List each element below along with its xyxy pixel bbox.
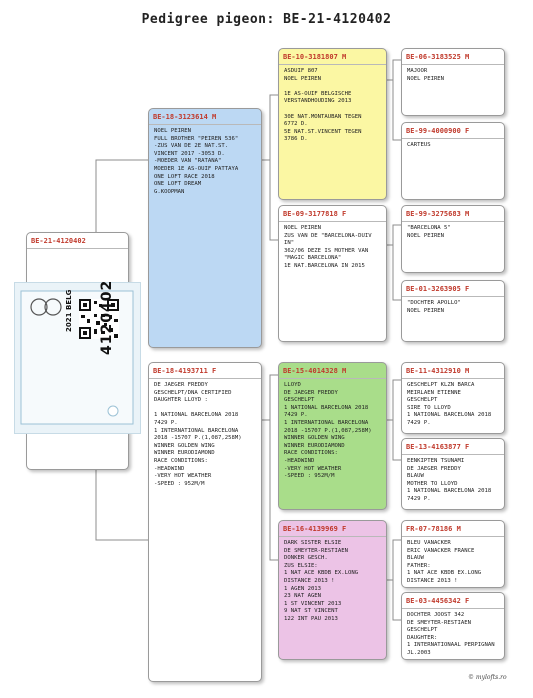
page-title: Pedigree pigeon: BE-21-4120402 [141,12,392,27]
sire-dam-card[interactable] [278,205,387,342]
ssd-ring-number: BE-99-4000900 F [402,123,504,139]
dam-sire-ring-number: BE-15-4014328 M [279,363,386,379]
ssd-description: CARTEUS [407,142,431,148]
dsd-description: EENKIPTEN TSUNAMI DE JAEGER FREDDY BLAUW MOTHER TO LLOYD 1 NATIONAL BARCELONA 2018 7429 P. [407,458,492,502]
band-year: 2021 [65,312,73,332]
sire-sire-description: ASDUIF 807 NOEL PEIREN 1E AS-OUIF BELGISCHE VERSTANDHOUDING 2013 30E NAT.MONTAUBAN TEGEN 6772 D. 5E NAT.ST.VINCENT TEGEN 3786 D. [284,68,362,143]
band-hole-icon [103,401,123,421]
dam-sire-card[interactable] [278,362,387,510]
sire-sire-ring-number: BE-10-3181807 M [279,49,386,65]
dss-ring-number: BE-11-4312910 M [402,363,504,379]
sire-card[interactable] [148,108,262,348]
dam-description: DE JAEGER FREDDY GESCHELPT/DNA CERTIFIED DAUGHTER LLOYD : 1 NATIONAL BARCELONA 2018 7429 P. 1 INTERNATIONAL BARCELONA 2018 -15707 P.(1,087,258M) WINNER GOLDEN WING WINNER EURODIAMOND RACE CONDITIONS: -HEADWIND -VERY HOT WEATHER -SPEED : 952M/M [154,382,242,487]
dam-sire-description: LLOYD DE JAEGER FREDDY GESCHELPT 1 NATIONAL BARCELONA 2018 7429 P. 1 INTERNATIONAL BARCELONA 2018 -15707 P.(1,087,258M) WINNER GOLDEN WING WINNER EURODIAMOND RACE CONDITIONS: -HEADWIND -VERY HOT WEATHER -SPEED : 952M/M [284,382,372,480]
dam-ring-number: BE-18-4193711 F [149,363,261,379]
dds-card[interactable] [401,520,505,588]
dds-description: BLEU VANACKER ERIC VANACKER FRANCE BLAUW FATHER: 1 NAT ACE KBDB EX.LONG DISTANCE 2013 ! [407,540,482,584]
ddd-description: DOCHTER JOOST 342 DE SMEYTER-RESTIAEN GESCHELPT DAUGHTER: 1 INTERNATIONAAL PERPIGNAN JL.2003 [407,612,495,656]
sss-ring-number: BE-06-3183525 M [402,49,504,65]
dsd-ring-number: BE-13-4163877 F [402,439,504,455]
subject-ring-number: BE-21-4120402 [27,233,128,249]
dss-description: GESCHELPT KLZN BARCA MEIRLAEN ETIENNE GESCHELPT SIRE TO LLOYD 1 NATIONAL BARCELONA 2018 7429 P. [407,382,492,426]
sire-dam-ring-number: BE-09-3177818 F [279,206,386,222]
dsd-card[interactable] [401,438,505,510]
dam-dam-card[interactable] [278,520,387,660]
sdd-description: "DOCHTER APOLLO" NOEL PEIREN [407,300,461,314]
sss-description: MAJOOR NOEL PEIREN [407,68,445,82]
ssd-card[interactable] [401,122,505,200]
dam-dam-description: DARK SISTER ELSIE DE SMEYTER-RESTIAEN DONKER GESCH. ZUS ELSIE: 1 NAT ACE KBDB EX.LONG DISTANCE 2013 ! 1 AGEN 2013 23 NAT AGEN 1 ST VINCENT 2013 9 NAT ST VINCENT 122 INT PAU 2013 [284,540,359,622]
ddd-card[interactable] [401,592,505,660]
sss-card[interactable] [401,48,505,116]
ring-band-image [14,279,141,434]
band-country: BELG [65,289,73,310]
dam-card[interactable] [148,362,262,682]
signature: © mylofts.ro [468,674,507,681]
sds-ring-number: BE-99-3275683 M [402,206,504,222]
band-number: 4120402 [99,279,115,355]
sire-ring-number: BE-18-3123614 M [149,109,261,125]
sds-card[interactable] [401,205,505,273]
sire-dam-description: NOEL PEIREN ZUS VAN DE "BARCELONA-DUIV IN" 362/06 DEZE IS MOTHER VAN "MAGIC BARCELONA" 1E NAT.BARCELONA IN 2015 [284,225,372,269]
sdd-ring-number: BE-01-3263905 F [402,281,504,297]
ddd-ring-number: BE-03-4456342 F [402,593,504,609]
dam-dam-ring-number: BE-16-4139969 F [279,521,386,537]
dds-ring-number: FR-07-78186 M [402,521,504,537]
sire-description: NOEL PEIREN FULL BROTHER "PEIREN 536" -ZUS VAN DE 2E NAT.ST. VINCENT 2017 -3053 D. -MOEDER VAN "RATANA" MOEDER 1E AS-OUIF PATTAYA ONE LOFT RACE 2018 ONE LOFT DREAM G.KOOPMAN [154,128,239,195]
sdd-card[interactable] [401,280,505,342]
dss-card[interactable] [401,362,505,434]
sds-description: "BARCELONA 5" NOEL PEIREN [407,225,451,239]
sire-sire-card[interactable] [278,48,387,200]
